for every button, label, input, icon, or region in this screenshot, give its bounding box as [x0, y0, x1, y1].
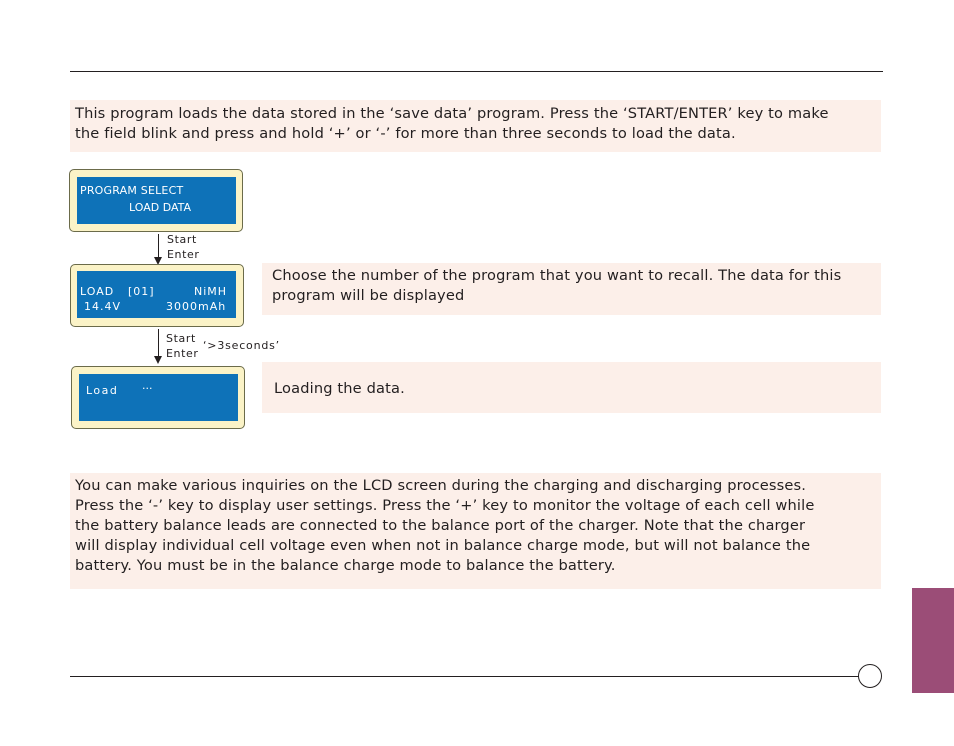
screen3-note-text: Loading the data.	[274, 380, 405, 397]
lcd-loading-dots: ···	[142, 382, 153, 395]
screen2-note-line-1: Choose the number of the program that you want to recall. The data for this	[272, 267, 842, 284]
screen2-note-text	[272, 266, 841, 306]
lcd-voltage: 14.4V	[84, 300, 122, 313]
header-rule	[70, 71, 883, 72]
flow-arrow-2-line	[158, 329, 159, 357]
lcd-battery-type: NiMH	[194, 285, 228, 298]
info-line-4: will display individual cell voltage even when not in balance charge mode, but will not balance the	[75, 537, 811, 554]
step2-hold-duration-label: ‘>3seconds’	[203, 339, 280, 352]
lcd-line-program-select: PROGRAM SELECT	[80, 184, 184, 197]
step1-start-label: Start	[167, 233, 197, 246]
lcd-screen-program-select	[77, 177, 236, 224]
lcd-loading-label: Load	[86, 384, 119, 397]
step1-enter-label: Enter	[167, 248, 200, 261]
info-text	[75, 476, 814, 576]
intro-line-2: the field blink and press and hold ‘+’ or ‘-’ for more than three seconds to load the data.	[75, 125, 736, 142]
info-line-5: battery. You must be in the balance charge mode to balance the battery.	[75, 557, 616, 574]
footer-rule	[70, 676, 860, 677]
section-side-tab	[912, 588, 954, 693]
lcd-capacity: 3000mAh	[166, 300, 227, 313]
info-line-2: Press the ‘-’ key to display user settings. Press the ‘+’ key to monitor the voltage of each cell while	[75, 497, 815, 514]
lcd-load-label: LOAD	[80, 285, 115, 298]
lcd-slot-number: [01]	[128, 285, 155, 298]
info-line-1: You can make various inquiries on the LCD screen during the charging and discharging processes.	[75, 477, 807, 494]
screen2-note-line-2: program will be displayed	[272, 287, 465, 304]
step2-start-label: Start	[166, 332, 196, 345]
step2-enter-label: Enter	[166, 347, 199, 360]
lcd-line-load-data: LOAD DATA	[129, 201, 192, 214]
flow-arrow-1-line	[158, 234, 159, 258]
intro-line-1: This program loads the data stored in the ‘save data’ program. Press the ‘START/ENTER’ key to make	[75, 105, 829, 122]
page-number-circle	[858, 664, 882, 688]
lcd-screen-load-slot	[77, 271, 236, 318]
intro-text	[75, 104, 829, 144]
flow-arrow-2-head	[154, 356, 162, 364]
info-line-3: the battery balance leads are connected to the balance port of the charger. Note that the charger	[75, 517, 806, 534]
lcd-screen-loading	[79, 374, 238, 421]
